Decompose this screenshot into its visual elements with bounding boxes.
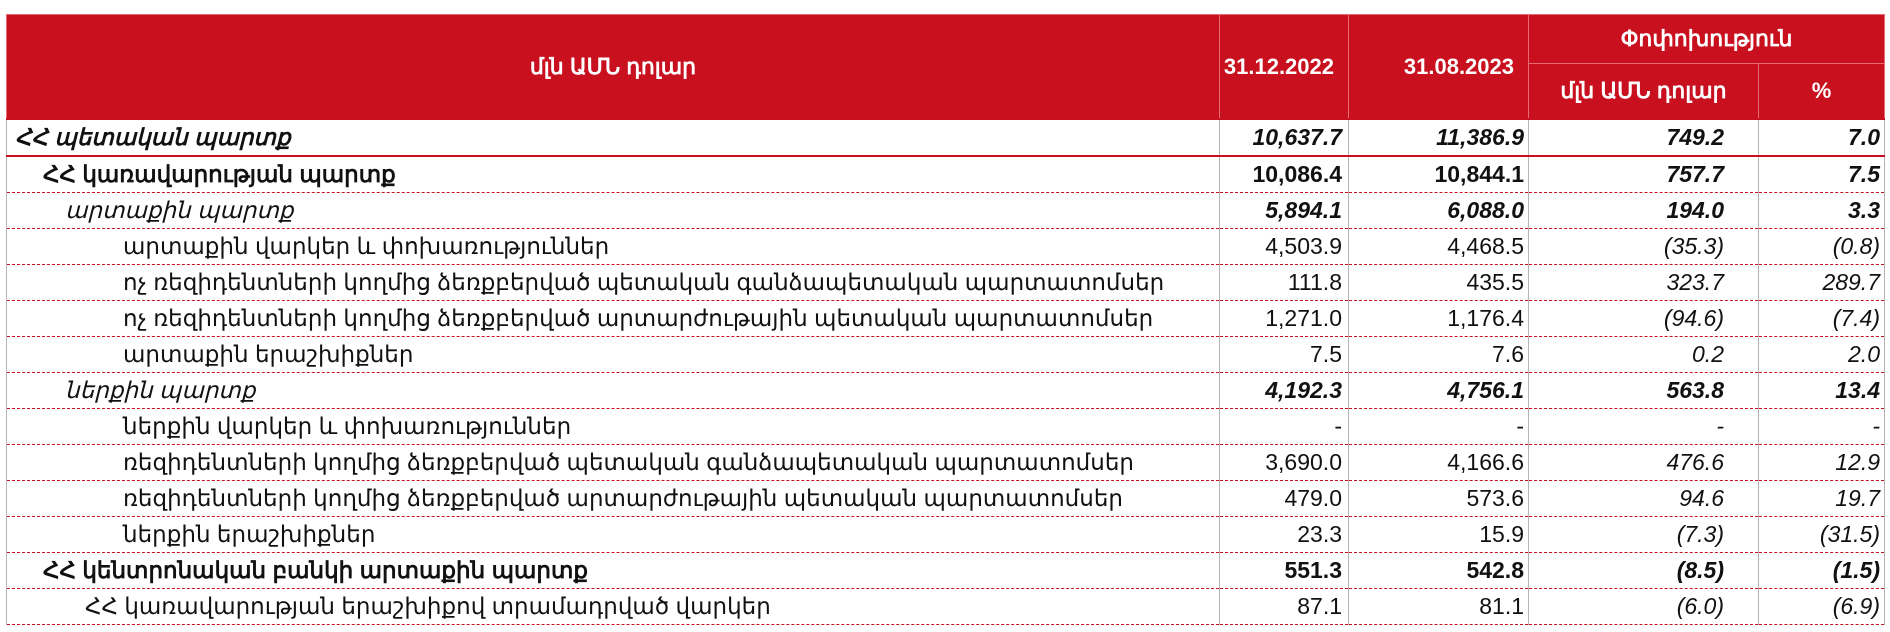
row-change-absolute: 757.7 (1529, 156, 1759, 193)
table-row (7, 301, 1885, 337)
row-value-2023: 15.9 (1349, 517, 1529, 553)
row-change-absolute: 323.7 (1529, 265, 1759, 301)
row-change-absolute: 476.6 (1529, 445, 1759, 481)
row-change-percent: (7.4) (1759, 301, 1885, 337)
row-value-2022: 23.3 (1220, 517, 1349, 553)
row-label: ռեզիդենտների կողմից ձեռքբերված արտարժութային պետական պարտատոմսեր (7, 481, 1220, 517)
row-change-percent: 3.3 (1759, 193, 1885, 229)
row-change-percent: 7.5 (1759, 156, 1885, 193)
row-change-absolute: (7.3) (1529, 517, 1759, 553)
row-label: ՀՀ կառավարության երաշխիքով տրամադրված վարկեր (7, 589, 1220, 625)
header-change-group: Փոփոխություն (1529, 15, 1885, 64)
table-row (7, 553, 1885, 589)
row-label: ներքին պարտք (7, 373, 1220, 409)
row-label: ներքին երաշխիքներ (7, 517, 1220, 553)
header-change-absolute: մլն ԱՄՆ դոլար (1529, 64, 1759, 120)
row-value-2022: 87.1 (1220, 589, 1349, 625)
header-date-2022: 31.12.2022 (1220, 15, 1349, 120)
row-label: ներքին վարկեր և փոխառություններ (7, 409, 1220, 445)
row-value-2023: - (1349, 409, 1529, 445)
header-date-2023: 31.08.2023 (1349, 15, 1529, 120)
debt-table-container (6, 14, 1884, 625)
table-body (7, 119, 1885, 625)
row-value-2022: 10,637.7 (1220, 119, 1349, 156)
row-label: արտաքին պարտք (7, 193, 1220, 229)
table-row (7, 445, 1885, 481)
row-value-2022: - (1220, 409, 1349, 445)
row-value-2022: 551.3 (1220, 553, 1349, 589)
row-change-absolute: (8.5) (1529, 553, 1759, 589)
row-value-2023: 11,386.9 (1349, 119, 1529, 156)
row-change-absolute: 94.6 (1529, 481, 1759, 517)
row-label: արտաքին վարկեր և փոխառություններ (7, 229, 1220, 265)
row-value-2023: 4,756.1 (1349, 373, 1529, 409)
table-row (7, 193, 1885, 229)
row-value-2022: 4,503.9 (1220, 229, 1349, 265)
row-change-percent: (0.8) (1759, 229, 1885, 265)
row-value-2023: 10,844.1 (1349, 156, 1529, 193)
row-change-percent: 7.0 (1759, 119, 1885, 156)
row-change-absolute: (6.0) (1529, 589, 1759, 625)
row-label: ռեզիդենտների կողմից ձեռքբերված պետական գանձապետական պարտատոմսեր (7, 445, 1220, 481)
table-header (7, 15, 1885, 120)
table-row (7, 119, 1885, 156)
row-value-2023: 435.5 (1349, 265, 1529, 301)
row-label: ՀՀ կառավարության պարտք (7, 156, 1220, 193)
row-value-2023: 4,166.6 (1349, 445, 1529, 481)
table-row (7, 265, 1885, 301)
row-change-percent: (6.9) (1759, 589, 1885, 625)
row-value-2022: 111.8 (1220, 265, 1349, 301)
table-row (7, 481, 1885, 517)
row-change-absolute: (35.3) (1529, 229, 1759, 265)
row-value-2023: 81.1 (1349, 589, 1529, 625)
row-change-percent: (1.5) (1759, 553, 1885, 589)
header-label: մլն ԱՄՆ դոլար (7, 15, 1220, 120)
row-change-percent: 13.4 (1759, 373, 1885, 409)
row-value-2023: 542.8 (1349, 553, 1529, 589)
row-value-2022: 7.5 (1220, 337, 1349, 373)
header-change-percent: % (1759, 64, 1885, 120)
row-label: արտաքին երաշխիքներ (7, 337, 1220, 373)
table-row (7, 337, 1885, 373)
row-change-absolute: 749.2 (1529, 119, 1759, 156)
row-value-2022: 1,271.0 (1220, 301, 1349, 337)
row-value-2023: 6,088.0 (1349, 193, 1529, 229)
table-row (7, 517, 1885, 553)
row-value-2023: 7.6 (1349, 337, 1529, 373)
table-row (7, 229, 1885, 265)
row-value-2023: 1,176.4 (1349, 301, 1529, 337)
table-row (7, 156, 1885, 193)
row-change-absolute: 563.8 (1529, 373, 1759, 409)
row-value-2022: 479.0 (1220, 481, 1349, 517)
row-change-percent: 2.0 (1759, 337, 1885, 373)
row-change-percent: (31.5) (1759, 517, 1885, 553)
row-change-percent: 289.7 (1759, 265, 1885, 301)
row-change-absolute: 194.0 (1529, 193, 1759, 229)
row-value-2022: 4,192.3 (1220, 373, 1349, 409)
row-value-2022: 5,894.1 (1220, 193, 1349, 229)
row-change-percent: 19.7 (1759, 481, 1885, 517)
table-row (7, 409, 1885, 445)
row-value-2022: 10,086.4 (1220, 156, 1349, 193)
table-row (7, 589, 1885, 625)
row-change-absolute: 0.2 (1529, 337, 1759, 373)
row-value-2022: 3,690.0 (1220, 445, 1349, 481)
table-row (7, 373, 1885, 409)
row-change-absolute: (94.6) (1529, 301, 1759, 337)
row-value-2023: 573.6 (1349, 481, 1529, 517)
debt-table (6, 14, 1885, 625)
row-value-2023: 4,468.5 (1349, 229, 1529, 265)
row-label: ՀՀ կենտրոնական բանկի արտաքին պարտք (7, 553, 1220, 589)
row-label: ոչ ռեզիդենտների կողմից ձեռքբերված արտարժութային պետական պարտատոմսեր (7, 301, 1220, 337)
row-change-absolute: - (1529, 409, 1759, 445)
row-label: ոչ ռեզիդենտների կողմից ձեռքբերված պետական գանձապետական պարտատոմսեր (7, 265, 1220, 301)
row-change-percent: - (1759, 409, 1885, 445)
row-change-percent: 12.9 (1759, 445, 1885, 481)
row-label: ՀՀ պետական պարտք (7, 119, 1220, 156)
